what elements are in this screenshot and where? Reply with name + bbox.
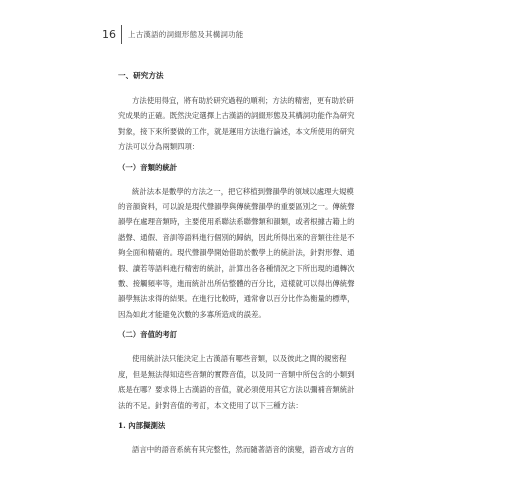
text-line: 方法可以分為兩類四項： [118,142,200,152]
text-line: 方法使用得宜，將有助於研究過程的順利；方法的精密，更有助於研 [132,96,354,105]
statistics-paragraph [118,184,398,323]
text-line: 究成果的正確。既然決定選擇上古漢語的詞綴形態及其構詞功能作為研究 [118,111,355,121]
subsection-heading: （一）音類的統計 [118,162,178,172]
phonetic-value-paragraph [118,351,398,413]
text-line: 韻學在處理音類時，主要使用系聯法系聯聲類和韻類，或者根據古籍上的 [118,217,355,227]
text-line: 的音韻資料，可以說是現代聲韻學與傳統聲韻學的重要區別之一。傳統聲 [118,202,355,212]
text-line: 夠全面和精確的。現代聲韻學開始借助於數學上的統計法，針對形聲、通 [118,248,355,258]
internal-reconstruction-paragraph [118,442,398,457]
subsection-heading: 1. 內部擬測法 [118,420,166,430]
text-line: 數、接觸頻率等，進而統計出所佔整體的百分比，這樣就可以得出傳統聲 [118,279,355,289]
text-line: 法的不足。針對音值的考訂，本文使用了以下三種方法： [118,400,303,410]
page-header [0,0,520,52]
section-heading: 一、研究方法 [118,71,164,80]
text-line: 語言中的語音系統有其完整性，然而隨著語音的演變，語音或方言的 [132,444,354,454]
running-title: 上古漢語的詞綴形態及其構詞功能 [128,30,244,39]
text-line: 對象，接下來所要做的工作，就是運用方法進行論述，本文所使用的研究 [118,126,355,136]
page-body [118,70,398,463]
subsection-heading: （二）音值的考訂 [118,330,178,340]
text-line: 諧聲、通假、音訓等語料進行個別的歸納，因此所得出來的音類往往是不 [118,232,355,242]
text-line: 韻學無法求得的結果。在進行比較時，通常會以百分比作為衡量的標準， [118,294,355,304]
text-line: 使用統計法只能決定上古漢語有哪些音類，以及彼此之間的親密程 [132,354,347,364]
header-divider [121,25,122,44]
intro-paragraph [118,93,398,155]
text-line: 因為如此才能避免次數的多寡所造成的誤差。 [118,309,266,319]
text-line: 度，但是無法得知這些音類的實際音值，以及同一音類中所包含的小類到 [118,369,355,379]
page-number: 16 [102,28,116,41]
text-line: 統計法本是數學的方法之一，把它移植到聲韻學的領域以處理大規模 [132,186,354,196]
text-line: 假、讀若等語料進行精密的統計，計算出各各種情況之下所出現的通轉次 [118,263,355,273]
text-line: 底是在哪？要求得上古漢語的音值，就必須使用其它方法以彌補音類統計 [118,385,355,395]
